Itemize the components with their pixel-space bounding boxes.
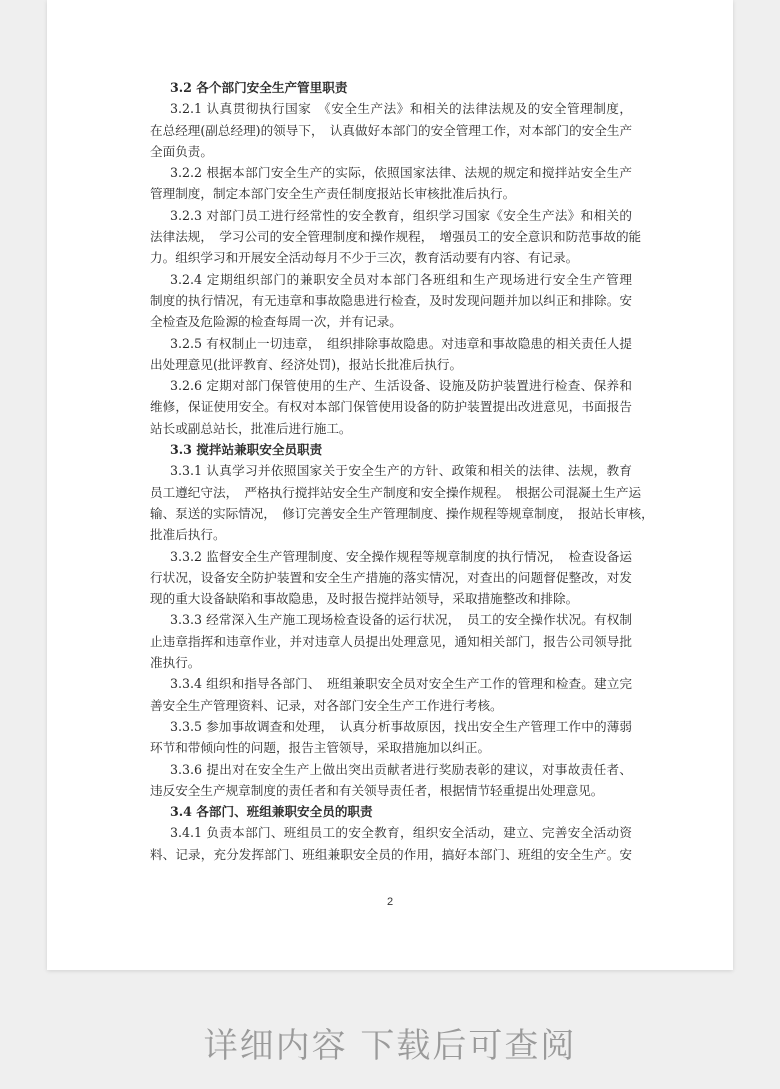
paragraph [150,759,632,802]
text-line: 在总经理(副总经理)的领导下， 认真做好本部门的安全管理工作，对本部门的安全生产 [150,122,633,138]
text-line: 批准后执行。 [150,527,226,543]
text-line: 管理制度，制定本部门安全生产责任制度报站长审核批准后执行。 [150,186,516,202]
text-line: 3.2.4 定期组织部门的兼职安全员对本部门各班组和生产现场进行安全生产管理 [170,271,632,287]
text-line: 环节和带倾向性的问题，报告主管领导，采取措施加以纠正。 [150,740,491,756]
text-line: 3.3 搅拌站兼职安全员职责 [170,442,323,458]
section-heading [150,801,632,822]
paragraph [150,822,632,865]
section-heading [150,77,632,98]
text-line: 准执行。 [150,655,201,671]
paragraph [150,673,632,716]
document-body [150,77,654,865]
text-line: 3.3.6 提出对在安全生产上做出突出贡献者进行奖励表彰的建议，对事故责任者、 [170,761,632,777]
text-line: 全面负责。 [150,143,213,159]
text-line: 力。组织学习和开展安全活动每月不少于三次，教育活动要有内容、有记录。 [150,250,579,266]
text-line: 3.3.2 监督安全生产管理制度、安全操作规程等规章制度的执行情况， 检查设备运 [170,548,632,564]
text-line: 3.2 各个部门安全生产管里职责 [170,80,348,95]
text-line: 制度的执行情况，有无违章和事故隐患进行检查，及时发现问题并加以纠正和排除。安 [150,292,632,308]
paragraph [150,716,632,759]
text-line: 违反安全生产规章制度的责任者和有关领导责任者，根据情节轻重提出处理意见。 [150,782,604,798]
paragraph [150,269,632,333]
paragraph [150,162,632,205]
text-line: 行状况，设备安全防护装置和安全生产措施的落实情况，对查出的问题督促整改，对发 [150,569,632,585]
text-line: 法律法规， 学习公司的安全管理制度和操作规程， 增强员工的安全意识和防范事故的能 [150,229,642,245]
paragraph [150,460,654,545]
text-line: 员工遵纪守法， 严格执行搅拌站安全生产制度和安全操作规程。 根据公司混凝土生产运 [150,484,642,500]
text-line: 维修，保证使用安全。有权对本部门保管使用设备的防护装置提出改进意见，书面报告 [150,399,632,415]
text-line: 3.4.1 负责本部门、班组员工的安全教育，组织安全活动，建立、完善安全活动资 [170,825,632,841]
text-line: 3.3.4 组织和指导各部门、 班组兼职安全员对安全生产工作的管理和检查。建立完 [170,676,632,692]
text-line: 3.2.5 有权制止一切违章， 组织排除事故隐患。对违章和事故隐患的相关责任人提 [170,335,632,351]
text-line: 3.3.3 经常深入生产施工现场检查设备的运行状况， 员工的安全操作状况。有权制 [170,612,632,628]
text-line: 3.3.1 认真学习并依照国家关于安全生产的方针、政策和相关的法律、法规，教育 [170,463,632,479]
text-line: 3.4 各部门、班组兼职安全员的职责 [170,804,373,820]
text-line: 3.2.3 对部门员工进行经常性的安全教育，组织学习国家《安全生产法》和相关的 [170,207,632,223]
text-line: 现的重大设备缺陷和事故隐患，及时报告搅拌站领导，采取措施整改和排除。 [150,591,579,607]
text-line: 3.3.5 参加事故调查和处理， 认真分析事故原因，找出安全生产管理工作中的薄弱 [170,718,632,734]
text-line: 全检查及危险源的检查每周一次，并有记录。 [150,314,402,330]
text-line: 3.2.2 根据本部门安全生产的实际，依照国家法律、法规的规定和搅拌站安全生产 [170,165,632,181]
text-line: 善安全生产管理资料、记录，对各部门安全生产工作进行考核。 [150,697,503,713]
text-line: 止违章指挥和违章作业，并对违章人员提出处理意见，通知相关部门，报告公司领导批 [150,633,632,649]
text-line: 料、记录，充分发挥部门、班组兼职安全员的作用，搞好本部门、班组的安全生产。安 [150,846,632,862]
paragraph [150,205,642,269]
paragraph [150,333,632,376]
text-line: 站长或副总站长，批准后进行施工。 [150,420,352,436]
document-page [47,0,733,970]
text-line: 出处理意见(批评教育、经济处罚)，报站长批准后执行。 [150,356,463,372]
paragraph [150,375,632,439]
page-number: 2 [386,896,394,908]
paragraph [150,546,632,610]
text-line: 3.2.1 认真贯彻执行国家 《安全生产法》和相关的法律法规及的安全管理制度， [170,101,632,117]
text-line: 3.2.6 定期对部门保管使用的生产、生活设备、设施及防护装置进行检查、保养和 [170,378,632,394]
text-line: 输、泵送的实际情况， 修订完善安全生产管理制度、操作规程等规章制度， 报站长审核， [150,505,654,521]
section-heading [150,439,632,460]
download-hint: 详细内容 下载后可查阅 [203,1026,577,1066]
paragraph [150,609,632,673]
paragraph [150,98,632,162]
